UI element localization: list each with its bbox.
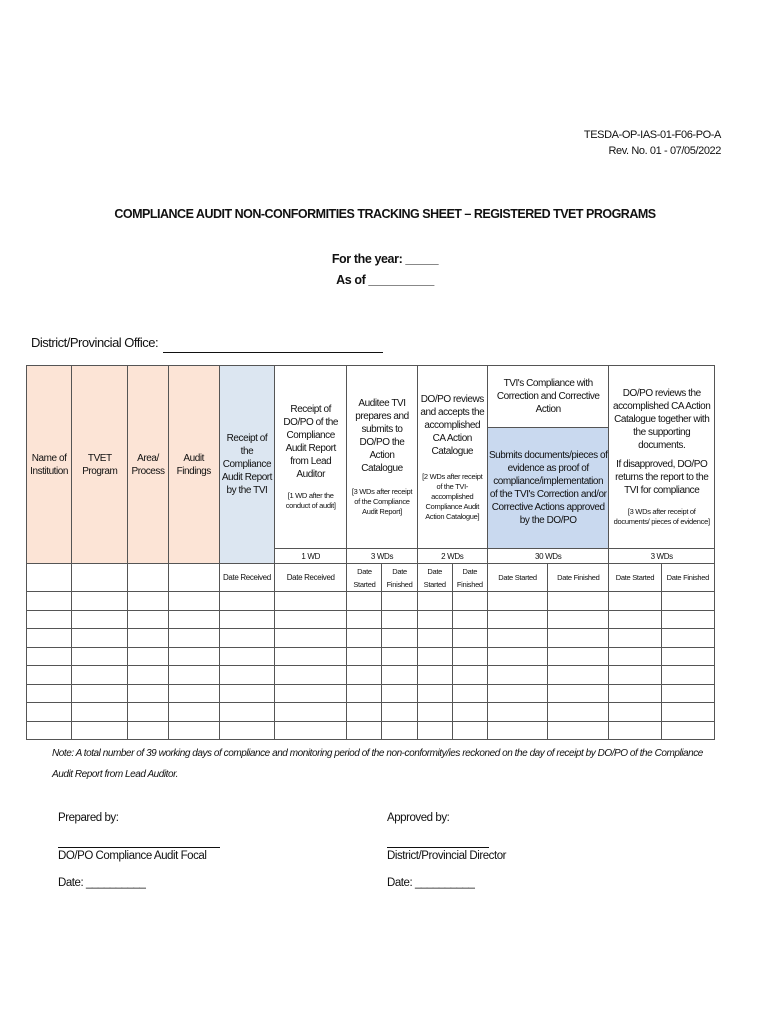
wd-3a: 3 WDs <box>347 549 417 564</box>
approved-role: District/Provincial Director <box>387 850 507 862</box>
wd-2: 2 WDs <box>417 549 487 564</box>
form-code-block <box>584 127 721 159</box>
sub-date-finished-1: Date Finished <box>382 564 417 592</box>
header-dopo-accepts <box>417 366 487 549</box>
wd-30: 30 WDs <box>487 549 609 564</box>
header-area-process: Area/ Process <box>128 366 168 564</box>
header-tvi-compliance: TVI's Compliance with Correction and Corrective Action <box>487 366 609 428</box>
sub-date-started-3: Date Started <box>487 564 547 592</box>
as-of: As of __________ <box>336 273 434 287</box>
header-audit-findings: Audit Findings <box>168 366 219 564</box>
sub-date-started-2: Date Started <box>417 564 452 592</box>
auditee-note: [3 WDs after receipt of the Compliance Audit Report] <box>351 487 413 516</box>
approved-by-label: Approved by: <box>387 812 450 824</box>
sub-date-finished-3: Date Finished <box>548 564 609 592</box>
dopo-final-top: DO/PO reviews the accomplished CA Action Catalogue together with the supporting documents. <box>613 388 711 451</box>
header-tvet-program: TVET Program <box>72 366 128 564</box>
header-tvi-submits: Submits documents/pieces of evidence as proof of compliance/implementation of the TVI's Correction and/or Corrective Actions approved by the DO/PO <box>487 428 609 549</box>
prepared-by-label: Prepared by: <box>58 812 119 824</box>
sub-date-finished-2: Date Finished <box>452 564 487 592</box>
table-row[interactable] <box>27 592 715 611</box>
sub-date-received-2: Date Received <box>275 564 347 592</box>
receipt-dopo-note: [1 WD after the conduct of audit] <box>285 491 336 510</box>
wd-3b: 3 WDs <box>609 549 715 564</box>
header-dopo-final <box>609 366 715 549</box>
dopo-final-mid: If disapproved, DO/PO returns the report to the TVI for compliance <box>615 459 709 496</box>
header-receipt-tvi: Receipt of the Compliance Audit Report by the TVI <box>219 366 274 564</box>
header-receipt-dopo <box>275 366 347 549</box>
sub-date-received-1: Date Received <box>219 564 274 592</box>
table-row[interactable] <box>27 721 715 740</box>
table-row[interactable] <box>27 684 715 703</box>
dopo-accepts-main: DO/PO reviews and accepts the accomplished CA Action Catalogue <box>420 393 485 457</box>
dopo-accepts-note: [2 WDs after receipt of the TVI-accomplished Compliance Audit Action Catalogue] <box>422 471 483 521</box>
table-row[interactable] <box>27 703 715 722</box>
office-colon: : <box>155 335 159 350</box>
revision-number: Rev. No. 01 - 07/05/2022 <box>608 145 721 157</box>
prepared-signature-line[interactable] <box>58 847 220 848</box>
document-title: COMPLIANCE AUDIT NON-CONFORMITIES TRACKING SHEET – REGISTERED TVET PROGRAMS <box>114 207 656 221</box>
header-auditee-tvi <box>347 366 417 549</box>
approved-date: Date: __________ <box>387 877 475 889</box>
receipt-dopo-main: Receipt of DO/PO of the Compliance Audit Report from Lead Auditor <box>283 404 338 480</box>
form-code: TESDA-OP-IAS-01-F06-PO-A <box>583 129 721 141</box>
sub-date-started-1: Date Started <box>347 564 382 592</box>
for-the-year: For the year: _____ <box>331 252 439 266</box>
table-row[interactable] <box>27 647 715 666</box>
auditee-main: Auditee TVI prepares and submits to DO/PO the Action Catalogue <box>355 398 409 474</box>
dopo-final-note: [3 WDs after receipt of documents/ pieces of evidence] <box>613 507 710 526</box>
prepared-date: Date: __________ <box>58 877 146 889</box>
wd-1: 1 WD <box>275 549 347 564</box>
sub-date-finished-4: Date Finished <box>661 564 714 592</box>
approved-signature-line[interactable] <box>387 847 489 848</box>
sub-date-started-4: Date Started <box>609 564 661 592</box>
table-row[interactable] <box>27 666 715 685</box>
note-text: Note: A total number of 39 working days of compliance and monitoring period of the non-conformity/ies reckoned on the day of receipt by DO/PO of the Compliance Audit Report from Lead Auditor. <box>52 748 703 780</box>
table-row[interactable] <box>27 629 715 648</box>
prepared-role: DO/PO Compliance Audit Focal <box>58 850 207 862</box>
office-label: District/Provincial Office <box>31 335 156 350</box>
office-input-line[interactable] <box>163 352 383 353</box>
period-block <box>0 249 770 291</box>
tracking-table <box>26 365 715 740</box>
table-row[interactable] <box>27 610 715 629</box>
header-name-of-institution: Name of Institution <box>27 366 72 564</box>
